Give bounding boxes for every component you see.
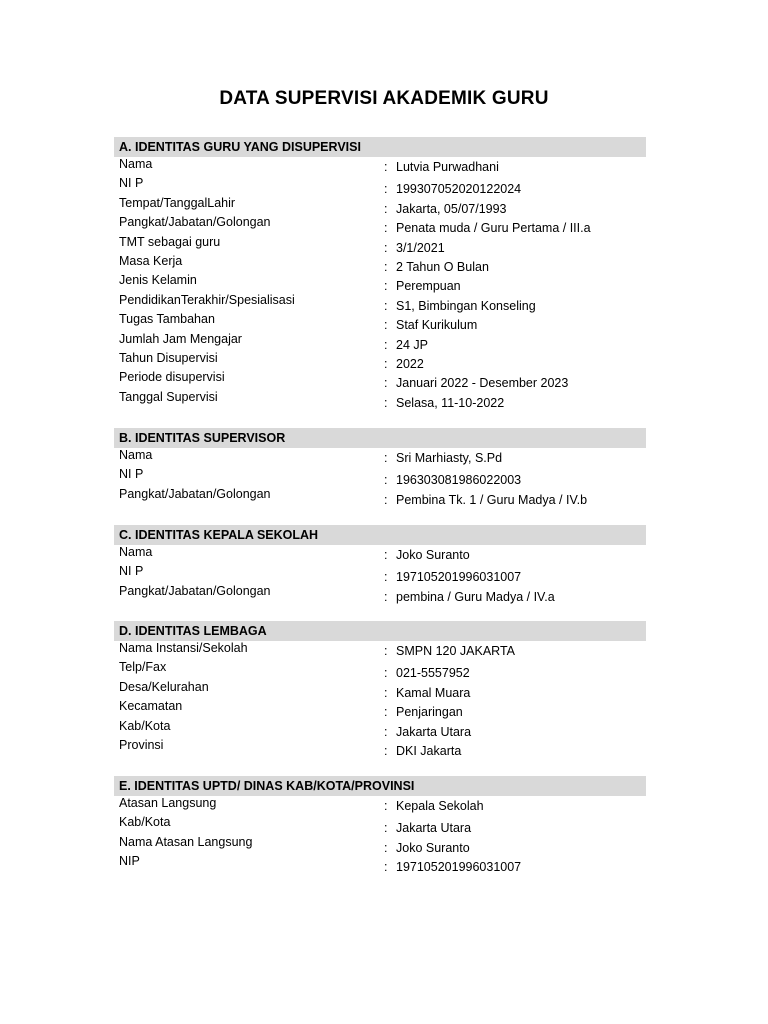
field-label: Periode disupervisi xyxy=(119,370,225,385)
field-separator: : xyxy=(384,221,388,236)
field-label: Kecamatan xyxy=(119,699,183,714)
field-row xyxy=(114,332,646,351)
field-row xyxy=(114,738,646,757)
section-identitas-lembaga xyxy=(114,621,646,757)
field-separator: : xyxy=(384,492,388,507)
field-list xyxy=(114,545,646,603)
field-list xyxy=(114,796,646,874)
field-value: Kamal Muara xyxy=(396,685,471,700)
field-separator: : xyxy=(384,644,388,658)
field-row xyxy=(114,545,646,564)
field-value: Penata muda / Guru Pertama / III.a xyxy=(396,221,591,236)
field-row xyxy=(114,176,646,195)
field-label: Nama xyxy=(119,448,153,462)
field-separator: : xyxy=(384,570,388,585)
field-separator: : xyxy=(384,548,388,562)
field-value: 2022 xyxy=(396,356,424,371)
field-value: 3/1/2021 xyxy=(396,240,445,255)
field-label: NI P xyxy=(119,176,144,191)
field-row xyxy=(114,564,646,583)
field-row xyxy=(114,699,646,718)
field-value: SMPN 120 JAKARTA xyxy=(396,644,516,658)
field-label: NI P xyxy=(119,564,144,579)
field-label: Nama xyxy=(119,545,153,559)
field-row xyxy=(114,312,646,331)
field-separator: : xyxy=(384,259,388,274)
section-header: B. IDENTITAS SUPERVISOR xyxy=(114,428,646,448)
field-row xyxy=(114,215,646,234)
field-value: Selasa, 11-10-2022 xyxy=(396,395,505,410)
field-row xyxy=(114,835,646,854)
section-identitas-kepala-sekolah xyxy=(114,525,646,603)
field-separator: : xyxy=(384,395,388,410)
field-label: Tugas Tambahan xyxy=(119,312,215,327)
field-label: Provinsi xyxy=(119,737,164,752)
field-row xyxy=(114,196,646,215)
field-separator: : xyxy=(384,182,388,197)
field-row xyxy=(114,854,646,873)
field-label: NIP xyxy=(119,854,140,869)
field-row xyxy=(114,641,646,660)
field-label: Tanggal Supervisi xyxy=(119,389,218,404)
section-header: D. IDENTITAS LEMBAGA xyxy=(114,621,646,641)
field-label: Pangkat/Jabatan/Golongan xyxy=(119,215,271,230)
field-row xyxy=(114,467,646,486)
field-value: Penjaringan xyxy=(396,705,463,720)
field-value: Joko Suranto xyxy=(396,548,470,562)
field-list xyxy=(114,641,646,757)
field-label: TMT sebagai guru xyxy=(119,234,221,249)
section-identitas-guru xyxy=(114,137,646,409)
field-separator: : xyxy=(384,376,388,391)
field-row xyxy=(114,293,646,312)
field-row xyxy=(114,584,646,603)
field-value: 197105201996031007 xyxy=(396,860,522,875)
section-header: C. IDENTITAS KEPALA SEKOLAH xyxy=(114,525,646,545)
field-value: Lutvia Purwadhani xyxy=(396,160,499,174)
field-separator: : xyxy=(384,298,388,313)
field-row xyxy=(114,254,646,273)
field-value: Sri Marhiasty, S.Pd xyxy=(396,451,503,465)
field-separator: : xyxy=(384,473,388,488)
field-row xyxy=(114,370,646,389)
field-separator: : xyxy=(384,240,388,255)
field-separator: : xyxy=(384,724,388,739)
field-row xyxy=(114,273,646,292)
field-separator: : xyxy=(384,356,388,371)
field-label: Nama Instansi/Sekolah xyxy=(119,641,248,655)
field-value: pembina / Guru Madya / IV.a xyxy=(396,589,555,604)
field-value: Januari 2022 - Desember 2023 xyxy=(396,376,569,391)
field-label: Desa/Kelurahan xyxy=(119,679,209,694)
field-separator: : xyxy=(384,666,388,681)
field-row xyxy=(114,719,646,738)
field-value: Joko Suranto xyxy=(396,840,470,855)
field-separator: : xyxy=(384,860,388,875)
field-value: 021-5557952 xyxy=(396,666,470,681)
field-row xyxy=(114,487,646,506)
field-row xyxy=(114,815,646,834)
field-label: Tahun Disupervisi xyxy=(119,350,218,365)
field-value: 196303081986022003 xyxy=(396,473,522,488)
field-row xyxy=(114,351,646,370)
field-label: PendidikanTerakhir/Spesialisasi xyxy=(119,292,295,307)
field-row xyxy=(114,157,646,176)
section-header: A. IDENTITAS GURU YANG DISUPERVISI xyxy=(114,137,646,157)
field-value: 197105201996031007 xyxy=(396,570,522,585)
field-label: Pangkat/Jabatan/Golongan xyxy=(119,486,271,501)
field-value: Pembina Tk. 1 / Guru Madya / IV.b xyxy=(396,492,588,507)
field-separator: : xyxy=(384,799,388,813)
field-label: Telp/Fax xyxy=(119,660,167,675)
field-label: Nama Atasan Langsung xyxy=(119,834,253,849)
field-value: Jakarta, 05/07/1993 xyxy=(396,201,507,216)
section-identitas-uptd xyxy=(114,776,646,874)
field-label: NI P xyxy=(119,467,144,482)
document-title: DATA SUPERVISI AKADEMIK GURU xyxy=(219,88,549,109)
field-value: Jakarta Utara xyxy=(396,724,472,739)
field-value: 2 Tahun O Bulan xyxy=(396,259,489,274)
field-label: Jenis Kelamin xyxy=(119,273,197,288)
field-row xyxy=(114,390,646,409)
field-separator: : xyxy=(384,201,388,216)
field-value: Staf Kurikulum xyxy=(396,318,478,333)
field-list xyxy=(114,157,646,409)
field-separator: : xyxy=(384,318,388,333)
field-label: Masa Kerja xyxy=(119,253,183,268)
field-separator: : xyxy=(384,279,388,294)
field-row xyxy=(114,235,646,254)
field-label: Atasan Langsung xyxy=(119,796,217,810)
field-separator: : xyxy=(384,743,388,758)
field-value: Kepala Sekolah xyxy=(396,799,484,813)
field-value: 199307052020122024 xyxy=(396,182,522,197)
section-identitas-supervisor xyxy=(114,428,646,506)
field-row xyxy=(114,660,646,679)
field-value: Perempuan xyxy=(396,279,461,294)
field-separator: : xyxy=(384,821,388,836)
field-separator: : xyxy=(384,705,388,720)
field-separator: : xyxy=(384,451,388,465)
field-row xyxy=(114,680,646,699)
field-separator: : xyxy=(384,685,388,700)
field-value: S1, Bimbingan Konseling xyxy=(396,298,536,313)
field-label: Kab/Kota xyxy=(119,718,171,733)
field-row xyxy=(114,796,646,815)
field-value: DKI Jakarta xyxy=(396,743,462,758)
field-value: 24 JP xyxy=(396,337,428,352)
field-label: Jumlah Jam Mengajar xyxy=(119,331,242,346)
field-list xyxy=(114,448,646,506)
field-label: Nama xyxy=(119,157,153,171)
field-row xyxy=(114,448,646,467)
field-separator: : xyxy=(384,337,388,352)
field-separator: : xyxy=(384,160,388,174)
field-label: Tempat/TanggalLahir xyxy=(119,195,236,210)
field-label: Kab/Kota xyxy=(119,815,171,830)
field-label: Pangkat/Jabatan/Golongan xyxy=(119,583,271,598)
field-separator: : xyxy=(384,840,388,855)
field-value: Jakarta Utara xyxy=(396,821,472,836)
field-separator: : xyxy=(384,589,388,604)
section-header: E. IDENTITAS UPTD/ DINAS KAB/KOTA/PROVINSI xyxy=(114,776,646,796)
